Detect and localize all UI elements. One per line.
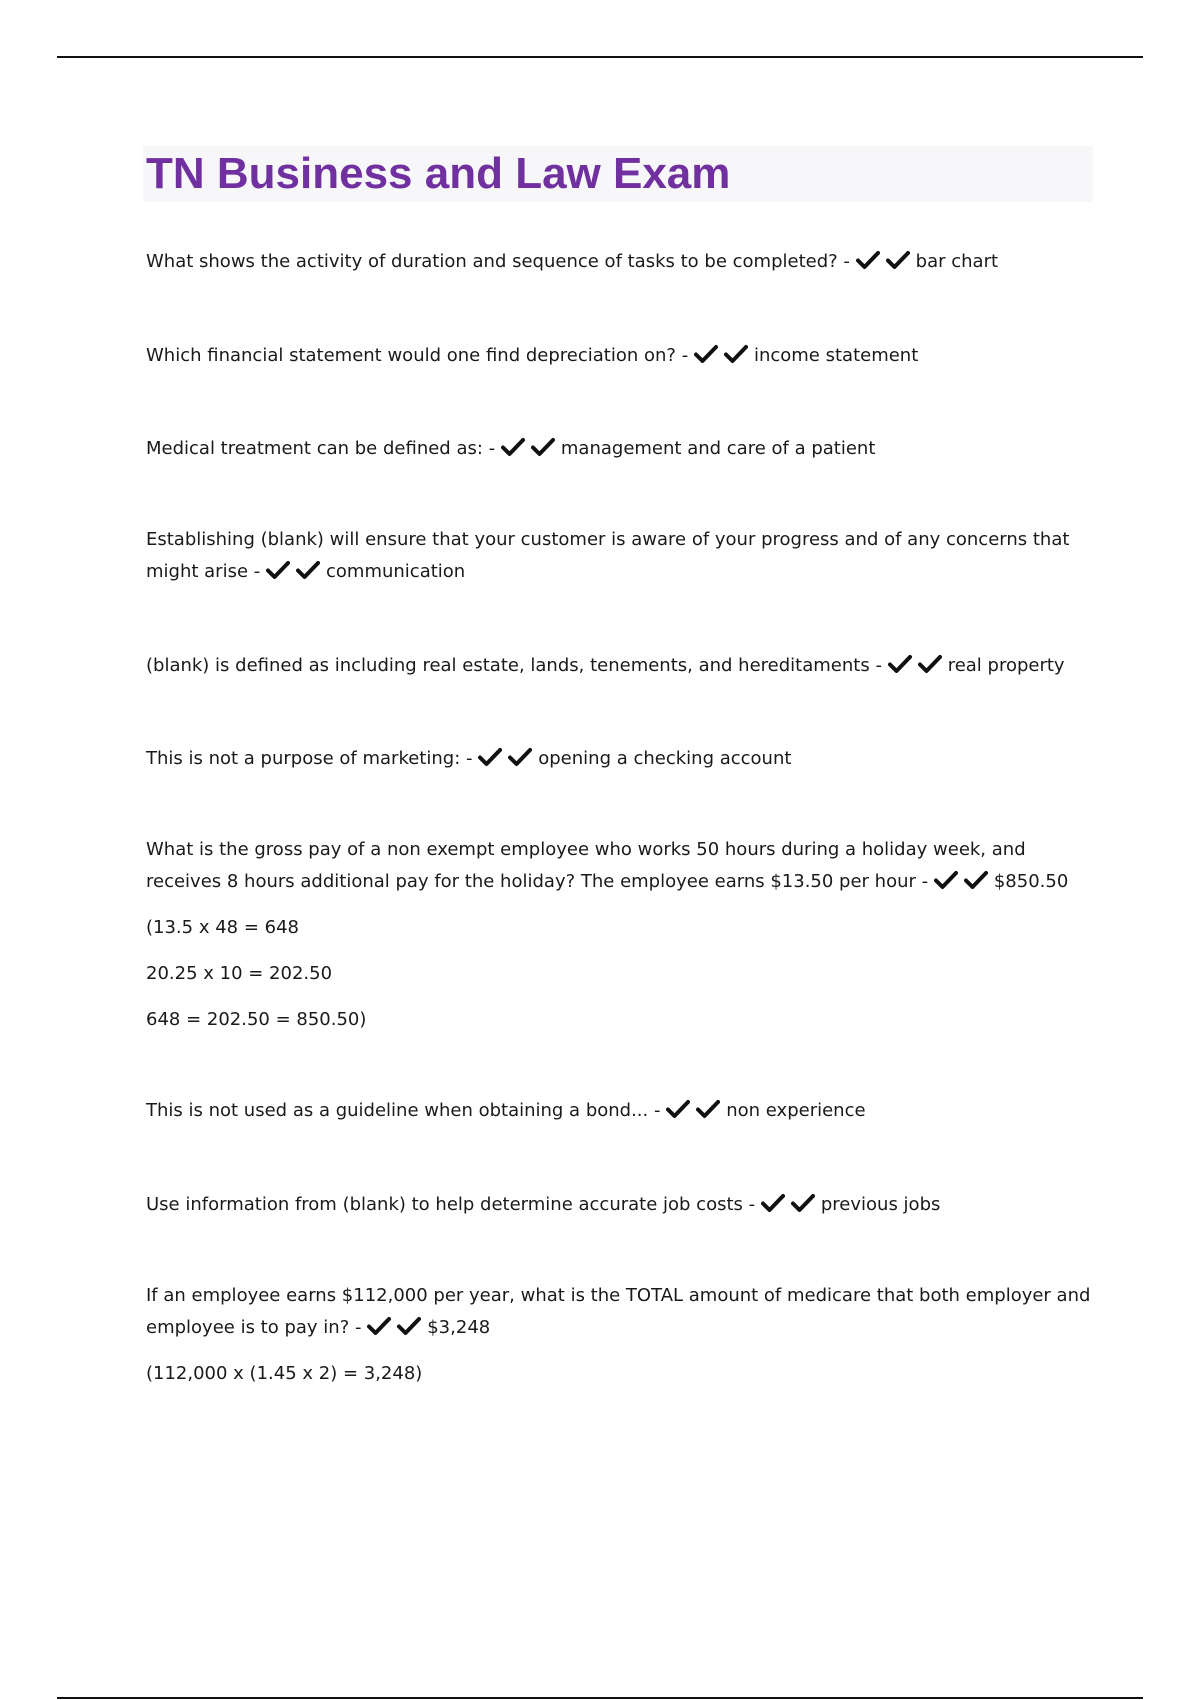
checkmark-icon	[934, 870, 958, 890]
answer-text: $3,248	[427, 1317, 491, 1338]
checkmark-icon	[791, 1193, 815, 1213]
question-text: This is not used as a guideline when obtaining a bond...	[146, 1100, 649, 1121]
qa-line	[146, 1189, 1096, 1221]
checkmark-icon	[266, 560, 290, 580]
qa-line	[146, 650, 1096, 682]
separator: -	[253, 561, 261, 582]
qa-line	[146, 743, 1096, 775]
answer-text: communication	[326, 561, 466, 582]
separator: -	[355, 1317, 362, 1338]
question-text: What is the gross pay of a non exempt employee who works 50 hours during a holiday week, and receives 8 hours additional pay for the holiday? The employee earns $13.50 per hour	[146, 839, 1026, 892]
checkmark-icon	[886, 250, 910, 270]
qa-line	[146, 834, 1096, 898]
separator: -	[681, 345, 689, 366]
qa-item	[146, 1095, 1096, 1127]
qa-item	[146, 524, 1096, 588]
separator: -	[466, 748, 473, 769]
qa-item	[146, 246, 1096, 278]
separator: -	[488, 438, 496, 459]
calculation-line: (13.5 x 48 = 648	[146, 917, 299, 938]
qa-line	[146, 433, 1096, 465]
qa-item	[146, 650, 1096, 682]
qa-item	[146, 1189, 1096, 1221]
qa-line	[146, 1280, 1096, 1344]
answer-text: income statement	[753, 345, 919, 366]
question-text: Establishing (blank) will ensure that your customer is aware of your progress and of any concerns that might arise	[146, 529, 1070, 582]
checkmark-icon	[508, 747, 532, 767]
qa-line	[146, 524, 1096, 588]
question-text: Medical treatment can be defined as:	[146, 438, 483, 459]
checkmark-icon	[696, 1099, 720, 1119]
checkmark-icon	[296, 560, 320, 580]
checkmark-icon	[856, 250, 880, 270]
qa-item	[146, 1280, 1096, 1390]
checkmark-icon	[531, 437, 555, 457]
qa-item	[146, 834, 1096, 1036]
question-text: If an employee earns $112,000 per year, what is the TOTAL amount of medicare that both employer and employee is to pay in?	[146, 1285, 1091, 1338]
question-text: (blank) is defined as including real estate, lands, tenements, and hereditaments	[146, 655, 870, 676]
checkmark-icon	[501, 437, 525, 457]
checkmark-icon	[666, 1099, 690, 1119]
answer-text: bar chart	[915, 251, 999, 272]
calculation-line: 648 = 202.50 = 850.50)	[146, 1009, 367, 1030]
page-title: TN Business and Law Exam	[146, 149, 731, 198]
question-text: What shows the activity of duration and sequence of tasks to be completed?	[146, 251, 838, 272]
separator: -	[843, 251, 850, 272]
checkmark-icon	[397, 1316, 421, 1336]
separator: -	[654, 1100, 661, 1121]
answer-text: non experience	[726, 1100, 866, 1121]
answer-text: previous jobs	[820, 1194, 941, 1215]
checkmark-icon	[761, 1193, 785, 1213]
separator: -	[921, 871, 929, 892]
checkmark-icon	[694, 344, 718, 364]
checkmark-icon	[888, 654, 912, 674]
answer-text: $850.50	[993, 871, 1069, 892]
question-text: Use information from (blank) to help determine accurate job costs	[146, 1194, 743, 1215]
qa-line	[146, 1095, 1096, 1127]
answer-text: management and care of a patient	[560, 438, 876, 459]
calculation-line: (112,000 x (1.45 x 2) = 3,248)	[146, 1363, 423, 1384]
question-text: Which financial statement would one find depreciation on?	[146, 345, 676, 366]
calculation-line: 20.25 x 10 = 202.50	[146, 963, 333, 984]
qa-item	[146, 340, 1096, 372]
top-rule	[57, 56, 1143, 58]
separator: -	[748, 1194, 756, 1215]
checkmark-icon	[367, 1316, 391, 1336]
qa-line	[146, 246, 1096, 278]
answer-text: opening a checking account	[538, 748, 792, 769]
checkmark-icon	[478, 747, 502, 767]
qa-line	[146, 340, 1096, 372]
qa-item	[146, 743, 1096, 775]
separator: -	[875, 655, 882, 676]
checkmark-icon	[918, 654, 942, 674]
bottom-rule	[57, 1697, 1143, 1699]
checkmark-icon	[724, 344, 748, 364]
question-text: This is not a purpose of marketing:	[146, 748, 461, 769]
qa-item	[146, 433, 1096, 465]
answer-text: real property	[947, 655, 1065, 676]
checkmark-icon	[964, 870, 988, 890]
